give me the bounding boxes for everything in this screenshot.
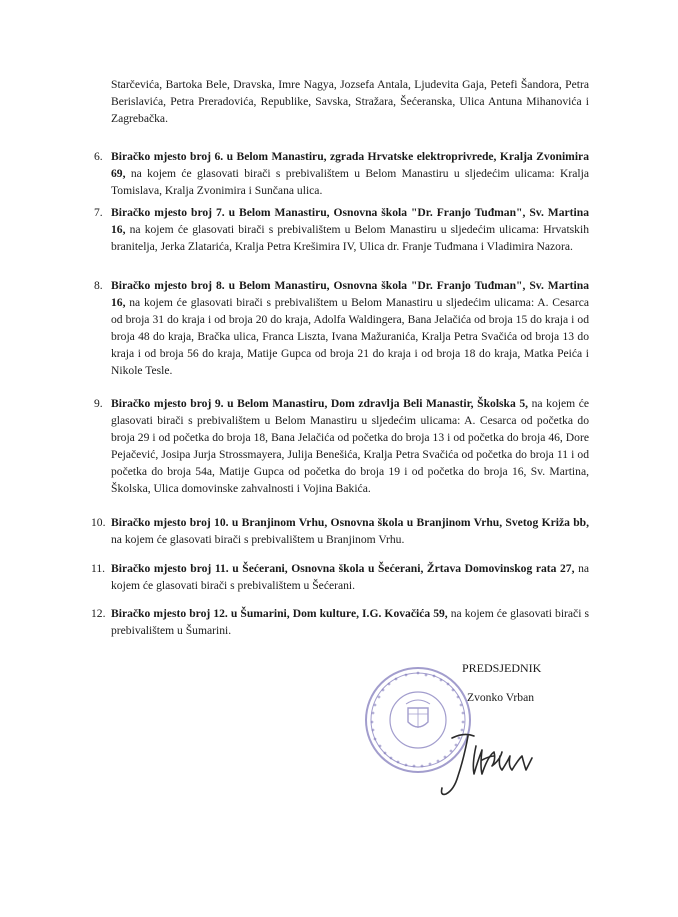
item-number: 10. [91,516,106,529]
polling-station-description: na kojem će glasovati birači s prebivalištem u Belom Manastiru u sljedećim ulicama: A. Cesarca od početka do broja 29 i od početka do broja 18, Bana Jelačića od početka do broja 13 i od početka do broja 46, Dore Pejačević, Josipa Jurja Strossmayera, Julija Benešića, Kralja Petra Svačića od početka do broja 11 i od početka do broja 54a, Matije Gupca od početka do broja 19 i od početka do broja 16, Sv. Martina, Školska, Ulica domovinske zahvalnosti i Vojina Bakića. [111,397,589,495]
item-number: 8. [94,279,103,292]
polling-station-heading: Biračko mjesto broj 11. u Šećerani, Osnovna škola u Šećerani, Žrtava Domovinskog rata 27, [111,562,575,575]
polling-station-description: na kojem će glasovati birači s prebivalištem u Belom Manastiru u sljedećim ulicama: Hrvatskih branitelja, Jerka Zlatarića, Kralja Petra Krešimira IV, Ulica dr. Franje Tuđmana i Vladimira Nazora. [111,223,589,253]
polling-station-description: na kojem će glasovati birači s prebivalištem u Branjinom Vrhu. [111,533,405,546]
polling-station-item [111,395,589,497]
polling-station-item [111,560,589,594]
polling-station-item [111,514,589,548]
polling-station-description: na kojem će glasovati birači s prebivalištem u Belom Manastiru u sljedećim ulicama: A. Cesarca od broja 31 do kraja i od broja 20 do kraja, Adolfa Waldingera, Bana Jelačića od broja 15 do kraja i od broja 48 do kraja, Bračka ulica, Franca Liszta, Ivana Mažuranića, Kralja Petra Svačića od broja 13 do kraja i od broja 56 do kraja, Matije Gupca od broja 21 do kraja i od broja 18 do kraja, Matka Peića i Nikole Tesle. [111,296,589,377]
polling-station-item [111,605,589,639]
signatory-title: PREDSJEDNIK [462,661,542,675]
signature-graphic [438,726,548,802]
polling-station-heading: Biračko mjesto broj 8. u Belom Manastiru, Osnovna škola "Dr. Franjo Tuđman", Sv. Martina 16, [111,279,589,309]
polling-station-description: na kojem će glasovati birači s prebivalištem u Šumarini. [111,607,589,637]
continued-street-list: Starčevića, Bartoka Bele, Dravska, Imre Nagya, Jozsefa Antala, Ljudevita Gaja, Petefi Šandora, Petra Berislavića, Petra Preradovića, Republike, Savska, Stražara, Šećeranska, Ulica Antuna Mihanovića i Zagrebačka. [111,78,589,125]
polling-station-heading: Biračko mjesto broj 12. u Šumarini, Dom kulture, I.G. Kovačića 59, [111,607,448,620]
item-number: 9. [94,397,103,410]
polling-station-heading: Biračko mjesto broj 6. u Belom Manastiru, zgrada Hrvatske elektroprivrede, Kralja Zvonimira 69, [111,150,589,180]
polling-station-heading: Biračko mjesto broj 7. u Belom Manastiru, Osnovna škola "Dr. Franjo Tuđman", Sv. Martina 16, [111,206,589,236]
polling-station-description: na kojem će glasovati birači s prebivalištem u Belom Manastiru u sljedećim ulicama: Kralja Tomislava, Kralja Zvonimira i Sunčana ulica. [111,167,589,197]
polling-station-heading: Biračko mjesto broj 9. u Belom Manastiru, Dom zdravlja Beli Manastir, Školska 5, [111,397,529,410]
polling-station-item [111,148,589,199]
handwritten-signature [438,726,548,807]
item-number: 11. [91,562,106,575]
polling-station-description: na kojem će glasovati birači s prebivalištem u Šećerani. [111,562,590,592]
item-number: 12. [91,607,106,620]
polling-station-heading: Biračko mjesto broj 10. u Branjinom Vrhu, Osnovna škola u Branjinom Vrhu, Svetog Križa bb, [111,516,589,529]
polling-station-item [111,277,589,379]
item-number: 6. [94,150,103,163]
polling-station-item [111,204,589,255]
signatory-name: Zvonko Vrban [467,691,535,704]
item-number: 7. [94,206,103,219]
